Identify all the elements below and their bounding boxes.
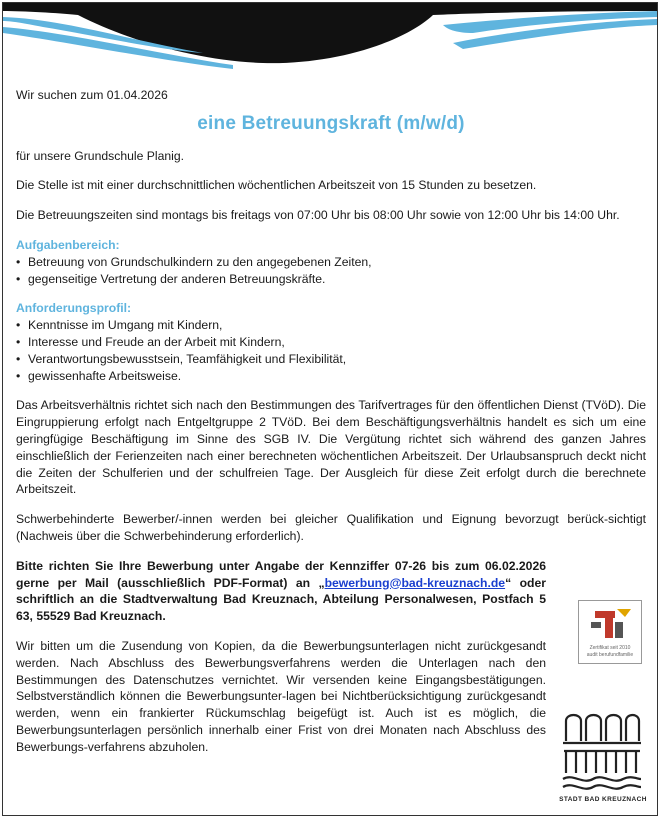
job-title: eine Betreuungskraft (m/w/d) [197,112,465,134]
city-crest-icon [561,711,643,799]
application-text-end: “ oder schriftlich an die Stadtverwaltung Bad Kreuznach, Abteilung Personalwesen, Postfach 5 63, 55529 Bad Kreuznach. [16,575,547,624]
application-text-start: Bitte richten Sie Ihre Bewerbung unter Angabe der Kennziffer 07-26 bis zum 06.02.2026 gerne per Mail (ausschließlich PDF-Format) an „ [16,558,546,590]
list-item: • Verantwortungsbewusstsein, Teamfähigkeit und Flexibilität, [16,351,646,368]
requirements-heading: Anforderungsprofil: [16,301,132,316]
list-item: • gewissenhafte Arbeitsweise. [16,368,646,385]
requirements-list [16,317,646,384]
tasks-list [16,254,646,288]
tasks-heading: Aufgabenbereich: [16,237,120,252]
posting-body [16,87,646,756]
list-item: • gegenseitige Vertretung der anderen Betreuungskräfte. [16,271,646,288]
disability-paragraph: Schwerbehinderte Bewerber/-innen werden bei gleicher Qualifikation und Eignung bevorzugt berück-sichtigt (Nachweis über die Schwerbehinderung erforderlich). [16,512,646,543]
employment-paragraph: Das Arbeitsverhältnis richtet sich nach den Bestimmungen des Tarifvertrages für den öffentlichen Dienst (TVöD). Die Eingruppierung erfolgt nach Entgeltgruppe 2 TVöD. Bei dem Beschäftigungsverhältnis handelt es sich um eine geringfügige Beschäftigung im Sinne des SGB IV. Die Vergütung richtet sich während des ganzen Jahres einschließlich der Ferienzeiten nach einer berechneten wöchentlichen Arbeitszeit. Der Urlaubsanspruch deckt nicht die Zeiten der Schulferien und der schulfreien Tage. Der Ausgleich für diese Zeit erfolgt durch die berechnete Arbeitszeit. [16,398,646,497]
hours-paragraph: Die Stelle ist mit einer durchschnittlichen wöchentlichen Arbeitszeit von 15 Stunden zu besetzen. [16,178,537,193]
badge-line-2: audit berufundfamilie [586,652,634,658]
badge-line-1: Zertifikat seit 2010 [589,645,631,651]
list-item: • Betreuung von Grundschulkindern zu den angegebenen Zeiten, [16,254,646,271]
times-paragraph: Die Betreuungszeiten sind montags bis freitags von 07:00 Uhr bis 08:00 Uhr sowie von 12:00 Uhr bis 14:00 Uhr. [16,208,620,223]
list-item: • Interesse und Freude an der Arbeit mit Kindern, [16,334,646,351]
city-name-label: STADT BAD KREUZNACH [559,796,647,803]
job-posting-page [2,2,658,816]
list-item: • Kenntnisse im Umgang mit Kindern, [16,317,646,334]
email-link[interactable]: bewerbung@bad-kreuznach.de [324,575,506,590]
family-audit-certificate [578,600,642,664]
header-wave-graphic [3,3,657,73]
application-paragraph [16,558,546,625]
audit-logo-icon [579,603,641,645]
school-line: für unsere Grundschule Planig. [16,148,185,163]
closing-paragraph: Wir bitten um die Zusendung von Kopien, da die Bewerbungsunterlagen nicht zurückgesandt werden. Nach Abschluss des Bewerbungsverfahrens werden die Unterlagen nach den Bestimmungen des Datenschutzes vernichtet. Wir versenden keine Eingangsbestätigungen. Selbstverständlich können die Bewerbungsunter-lagen bei Nichtberücksichtigung zurückgesandt werden, wenn ein frankierter Rückumschlag beigefügt ist. Auch ist es möglich, die Bewerbungsunterlagen persönlich innerhalb einer Frist von drei Monaten nach Abschluss des Bewerbungs-verfahrens abzuholen. [16,638,546,754]
date-line: Wir suchen zum 01.04.2026 [16,88,168,102]
